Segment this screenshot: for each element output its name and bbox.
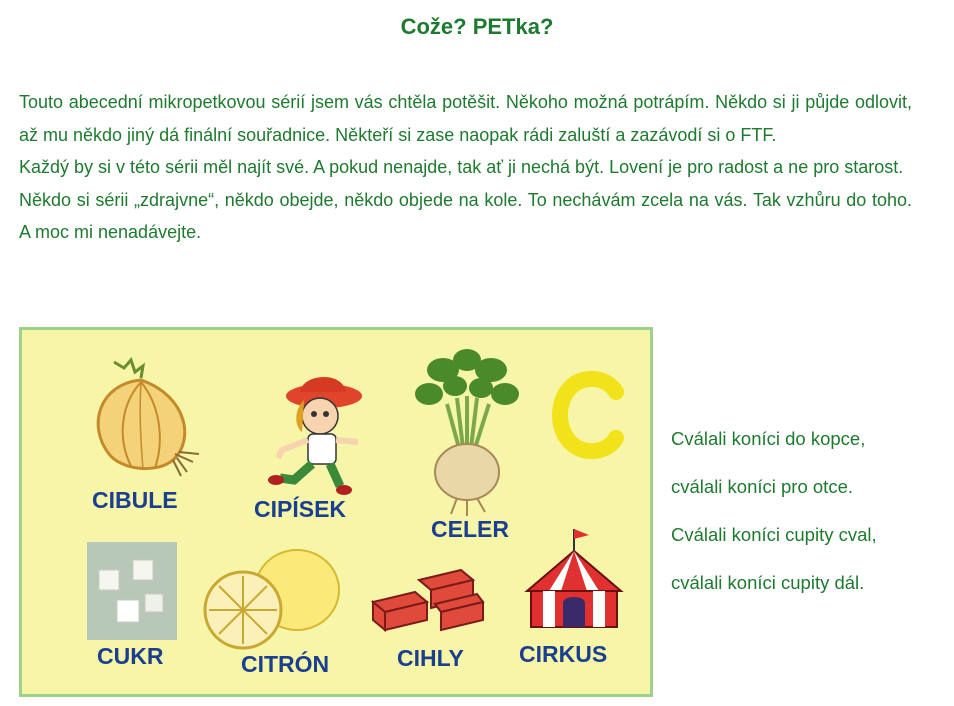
cipisek-icon (254, 370, 374, 500)
item-label: CELER (431, 516, 509, 542)
item-label: CIHLY (397, 645, 464, 671)
item-label: CUKR (97, 643, 164, 669)
item-label: CIPÍSEK (254, 496, 347, 522)
poem-line: cválali koníci pro otce. (671, 476, 854, 497)
lemon-icon (197, 540, 347, 655)
celery-icon (407, 348, 527, 518)
item-label: CIRKUS (519, 641, 608, 667)
poem-line: Cválali koníci cupity cval, (671, 524, 877, 545)
item-label: CITRÓN (241, 651, 330, 677)
intro-paragraph: Každý by si v této sérii měl najít své. A pokud nenajde, tak ať ji nechá být. Lovení je pro radost a ne pro starost. (19, 157, 904, 177)
circus-icon (519, 525, 629, 635)
c-words-picture (19, 327, 653, 697)
onion-icon (69, 354, 219, 484)
poem-line: cválali koníci cupity dál. (671, 572, 865, 593)
poem-line: Cválali koníci do kopce, (671, 428, 866, 449)
intro-paragraph: Touto abecední mikropetkovou sérií jsem vás chtěla potěšit. Někoho možná potrápím. Někdo si ji půjde odlovit, až mu někdo jiný dá finální souřadnice. Někteří si zase naopak rádi zaluští a zazávodí si o FTF. (19, 92, 912, 145)
intro-text (19, 86, 912, 249)
sugar-icon (87, 542, 177, 640)
bricks-icon (369, 562, 489, 642)
item-label: CIBULE (92, 487, 178, 513)
page-title: Cože? PETka? (400, 14, 554, 39)
letter-c-icon (550, 370, 630, 460)
poem (671, 426, 941, 618)
intro-paragraph: Někdo si sérii „zdrajvne“, někdo obejde, někdo objede na kole. To nechávám zcela na vás. Tak vzhůru do toho. A moc mi nenadávejte. (19, 189, 912, 242)
